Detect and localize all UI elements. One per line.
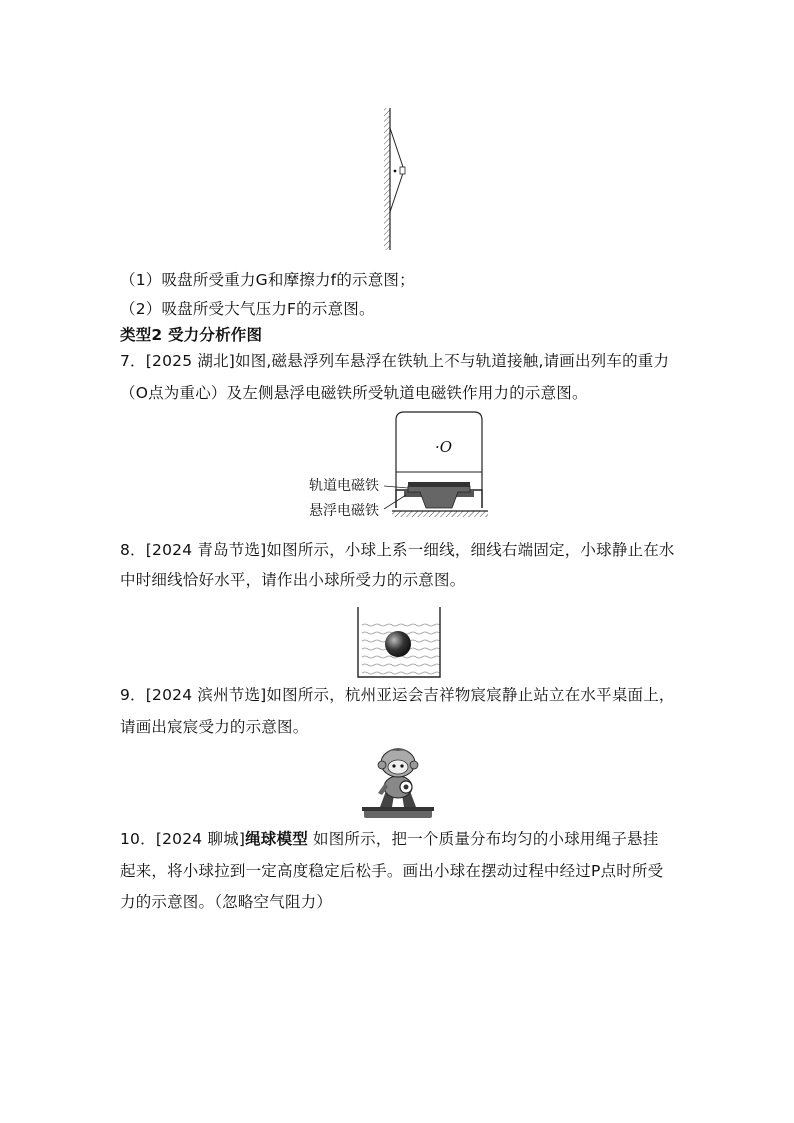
mascot-scroll-center (404, 785, 409, 790)
q8-line1: 8．[2024 青岛节选]如图所示，小球上系一细线，细线右端固定，小球静止在水 (120, 541, 675, 559)
q7-line2: （O点为重心）及左侧悬浮电磁铁所受轨道电磁铁作用力的示意图。 (120, 384, 588, 402)
q10-line3: 力的示意图。（忽略空气阻力） (120, 893, 333, 911)
water-ball-figure (356, 605, 442, 680)
mascot-right-eye (400, 764, 403, 767)
q6-sub2: （2）吸盘所受大气压力F的示意图。 (120, 300, 375, 318)
q6-sub1: （1）吸盘所受重力G和摩擦力f的示意图； (120, 271, 415, 289)
q10-badge: 绳球模型 (245, 830, 308, 848)
q9-line1: 9．[2024 滨州节选]如图所示，杭州亚运会吉祥物宸宸静止站立在水平桌面上， (120, 686, 675, 704)
mascot-right-ear (410, 761, 418, 769)
wall-hatching (384, 108, 390, 250)
levitation-label-leader (384, 495, 406, 509)
q8-line2: 中时细线恰好水平，请作出小球所受力的示意图。 (120, 571, 466, 589)
q10-line1 (120, 829, 658, 849)
center-of-gravity-label: ·O (435, 438, 453, 456)
q9-line2: 请画出宸宸受力的示意图。 (120, 718, 309, 736)
q7-line1: 7．[2025 湖北]如图,磁悬浮列车悬浮在铁轨上不与轨道接触,请画出列车的重力 (120, 352, 670, 370)
table-top (362, 807, 434, 811)
suction-cup-handle (400, 167, 405, 174)
q10-line1-rest: 如图所示，把一个质量分布均匀的小球用绳子悬挂 (307, 830, 659, 848)
track-magnet-label: 轨道电磁铁 (309, 478, 379, 494)
track-magnet (408, 482, 470, 487)
center-point (394, 170, 397, 173)
suction-cup-figure (360, 100, 430, 255)
ball (385, 631, 411, 657)
maglev-figure (300, 408, 500, 528)
section-title: 类型2 受力分析作图 (120, 326, 263, 344)
q10-line2: 起来，将小球拉到一定高度稳定后松手。画出小球在摆动过程中经过P点时所受 (120, 862, 664, 880)
ground-hatching (392, 511, 488, 517)
mascot-left-ear (378, 761, 386, 769)
q10-source: 10．[2024 聊城] (120, 830, 246, 848)
mascot-figure (358, 743, 438, 821)
mascot-left-eye (392, 764, 395, 767)
mascot-face (388, 760, 408, 774)
levitation-magnet-label: 悬浮电磁铁 (309, 503, 379, 519)
